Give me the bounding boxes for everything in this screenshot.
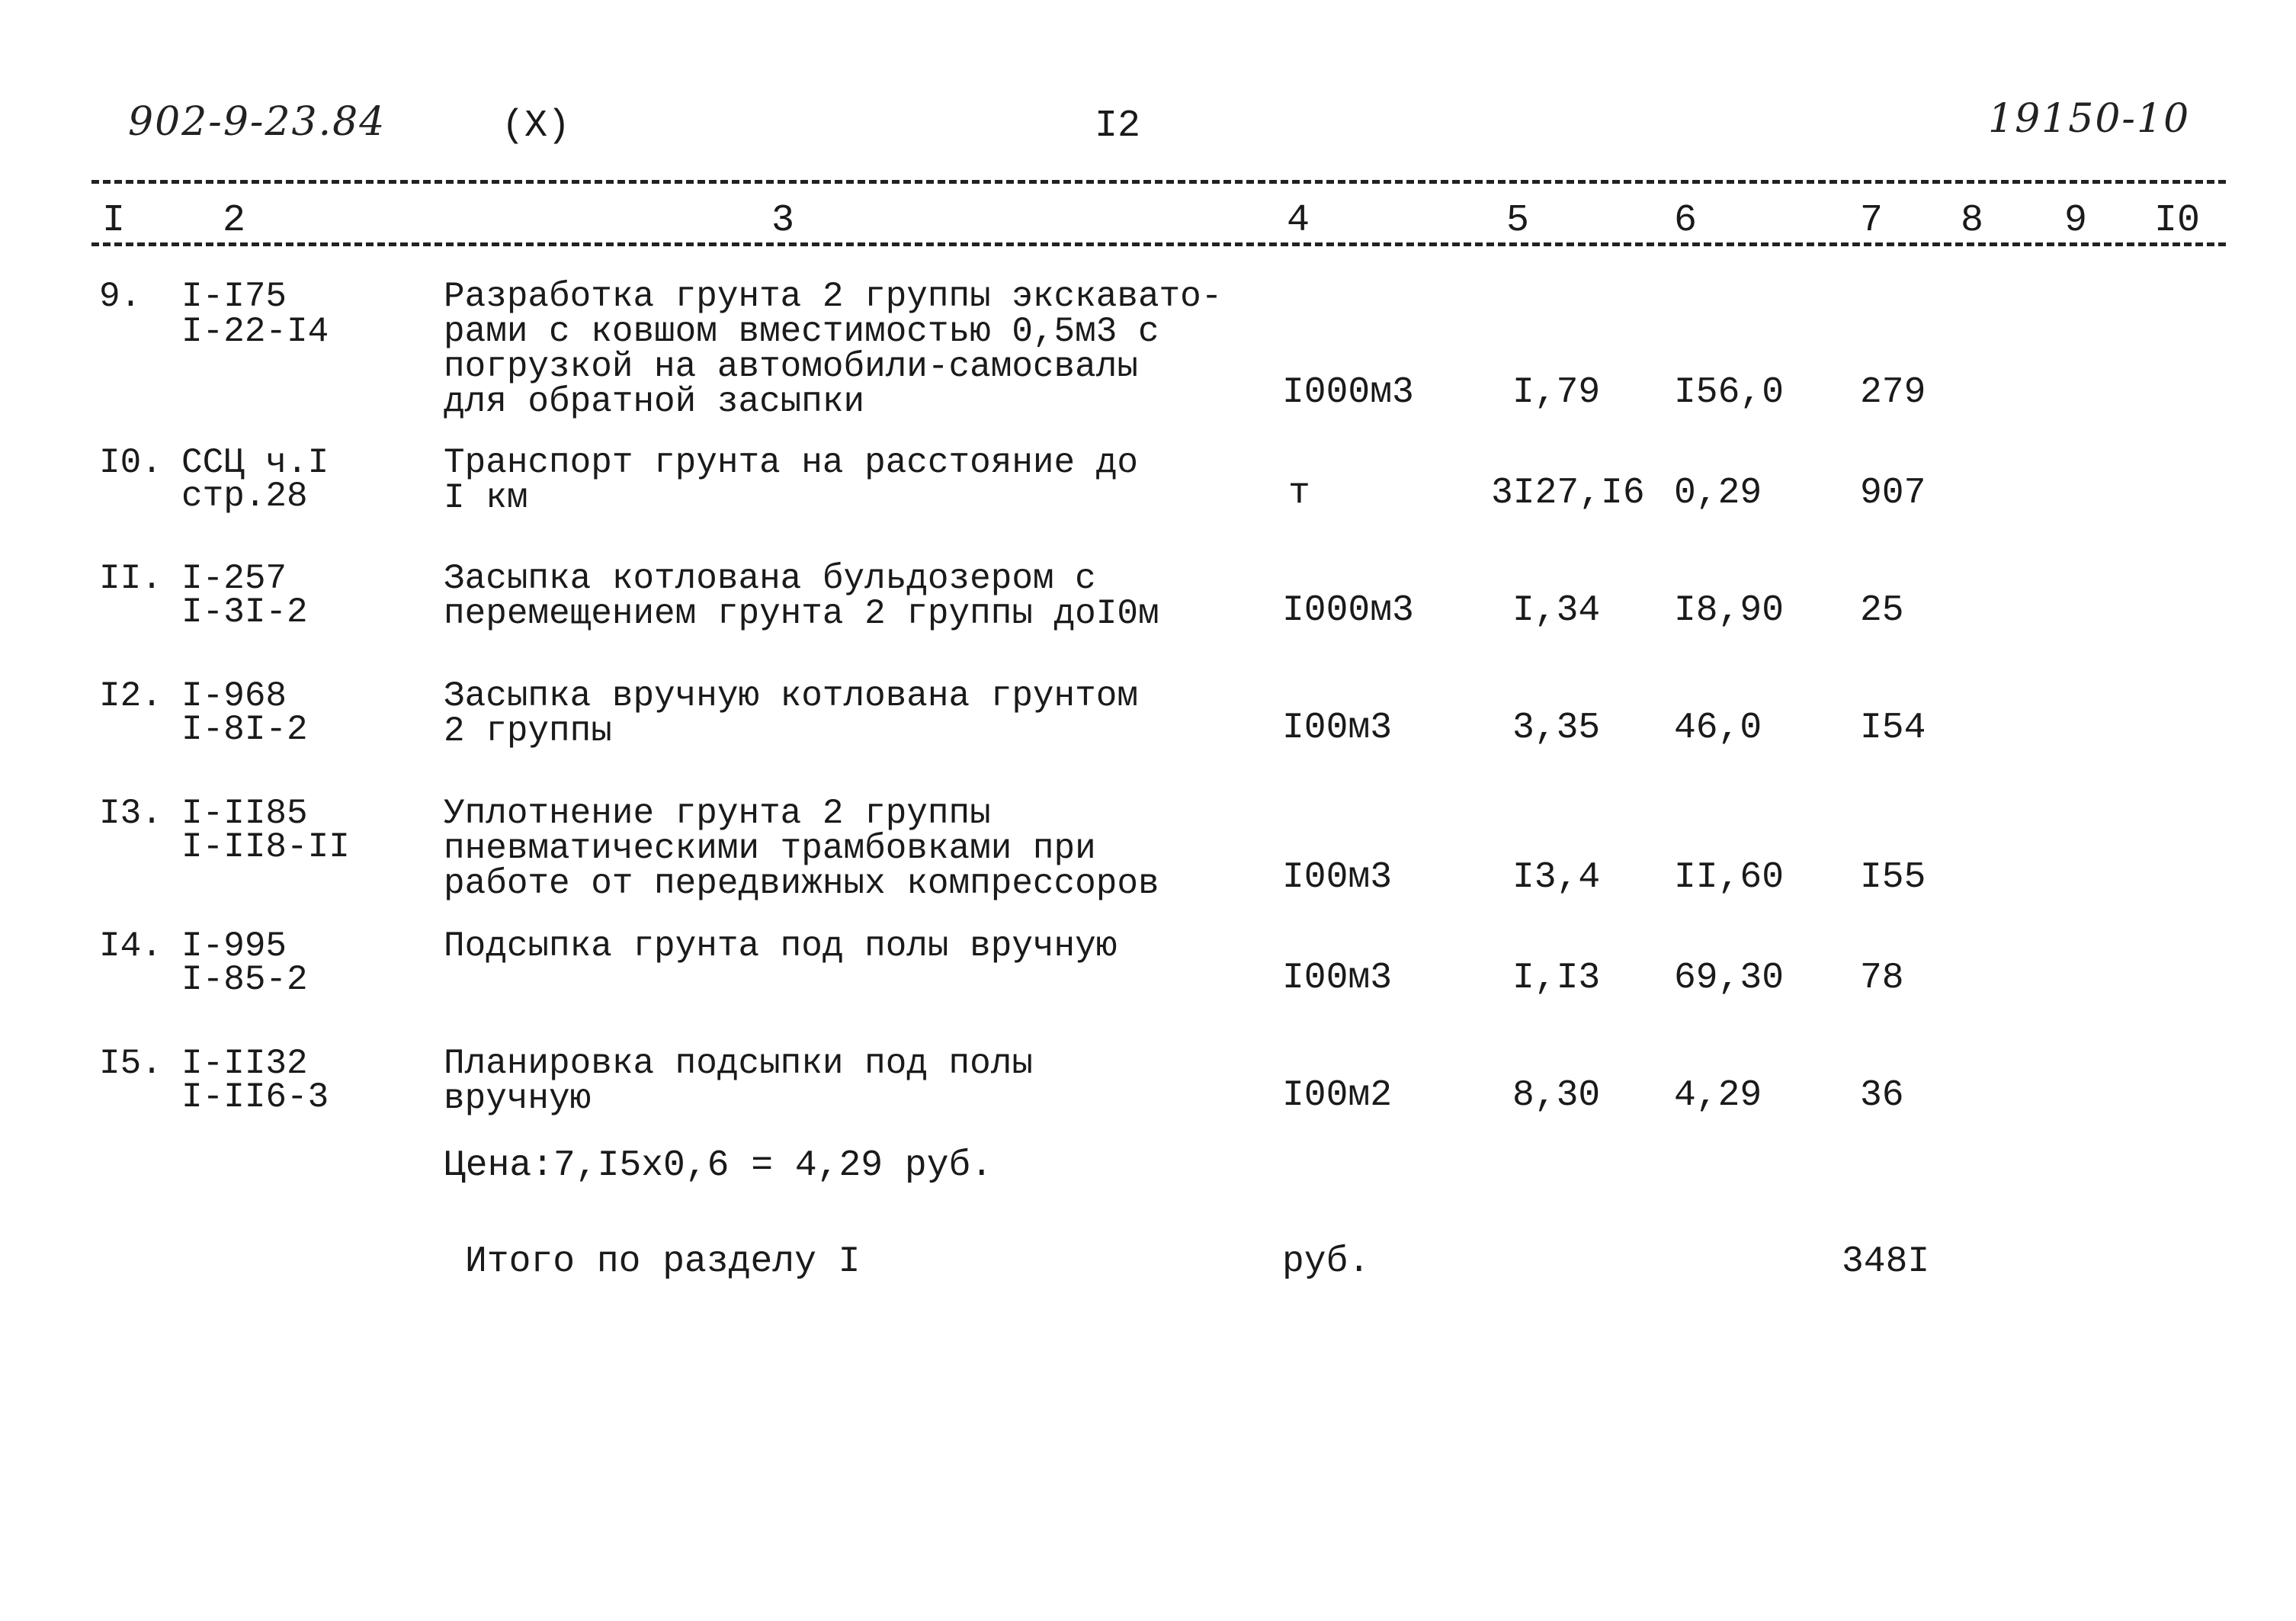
total-cost: 36 (1860, 1075, 1904, 1116)
work-description: Транспорт грунта на расстояние до I км (444, 443, 1138, 518)
column-number: 4 (1287, 199, 1310, 242)
page-number: I2 (1095, 104, 1141, 148)
norm-code: I-257 (181, 559, 287, 599)
column-number: I0 (2154, 199, 2201, 242)
norm-code: I-22-I4 (181, 312, 329, 351)
norm-code: I-3I-2 (181, 592, 308, 632)
doc-code: 902-9-23.84 (128, 99, 386, 145)
column-number: 6 (1674, 199, 1698, 242)
norm-code: I-995 (181, 926, 287, 966)
column-number: 7 (1860, 199, 1884, 242)
unit: I000м3 (1282, 590, 1414, 631)
row-number: I5. (99, 1044, 162, 1083)
norm-code: I-85-2 (181, 960, 308, 1000)
quantity: I,I3 (1512, 958, 1601, 999)
total-cost: I54 (1860, 708, 1926, 749)
unit-price: 4,29 (1674, 1075, 1762, 1116)
work-description: Уплотнение грунта 2 группы пневматическими трамбовками при работе от передвижных компрессоров (444, 794, 1159, 904)
column-number: 2 (223, 199, 246, 242)
column-number: 3 (771, 199, 795, 242)
unit: I00м3 (1282, 958, 1393, 999)
unit: I000м3 (1282, 372, 1414, 413)
archive-number: 19150-10 (1988, 96, 2191, 142)
unit-price: 69,30 (1674, 958, 1785, 999)
work-description: Засыпка котлована бульдозером с перемещением грунта 2 группы доI0м (444, 559, 1159, 634)
unit: I00м3 (1282, 708, 1393, 749)
norm-code: I-8I-2 (181, 710, 308, 750)
unit-price: I56,0 (1674, 372, 1785, 413)
norm-code: стр.28 (181, 477, 308, 516)
header-rule-bottom (91, 242, 2226, 246)
quantity: 3I27,I6 (1491, 473, 1645, 514)
total-cost: 25 (1860, 590, 1904, 631)
work-description: Подсыпка грунта под полы вручную (444, 926, 1118, 966)
quantity: I3,4 (1512, 857, 1601, 898)
price-note: Цена:7,I5х0,6 = 4,29 руб. (444, 1145, 993, 1186)
quantity: 8,30 (1512, 1075, 1601, 1116)
norm-code: I-II32 (181, 1044, 308, 1083)
total-unit: руб. (1282, 1241, 1371, 1282)
unit: т (1288, 473, 1310, 514)
total-label: Итого по разделу I (465, 1241, 861, 1282)
row-number: I0. (99, 443, 162, 483)
total-cost: I55 (1860, 857, 1926, 898)
norm-code: I-II6-3 (181, 1077, 329, 1117)
norm-code: I-II8-II (181, 827, 350, 867)
work-description: Планировка подсыпки под полы вручную (444, 1044, 1033, 1119)
column-number: I (102, 199, 126, 242)
norm-code: ССЦ ч.I (181, 443, 329, 483)
unit-price: 0,29 (1674, 473, 1762, 514)
doc-marker: (X) (502, 104, 571, 148)
work-description: Разработка грунта 2 группы экскавато- рами с ковшом вместимостью 0,5м3 с погрузкой на автомобили-самосвалы для обратной засыпки (444, 277, 1223, 422)
row-number: II. (99, 559, 162, 599)
unit: I00м3 (1282, 857, 1393, 898)
header-rule-top (91, 180, 2226, 184)
row-number: 9. (99, 277, 142, 316)
norm-code: I-968 (181, 676, 287, 716)
total-value: 348I (1842, 1241, 1930, 1282)
unit-price: 46,0 (1674, 708, 1762, 749)
row-number: I3. (99, 794, 162, 833)
column-number: 9 (2064, 199, 2088, 242)
unit-price: II,60 (1674, 857, 1785, 898)
quantity: I,34 (1512, 590, 1601, 631)
quantity: 3,35 (1512, 708, 1601, 749)
total-cost: 279 (1860, 372, 1926, 413)
row-number: I4. (99, 926, 162, 966)
total-cost: 907 (1860, 473, 1926, 514)
work-description: Засыпка вручную котлована грунтом 2 группы (444, 676, 1138, 751)
unit-price: I8,90 (1674, 590, 1785, 631)
row-number: I2. (99, 676, 162, 716)
total-cost: 78 (1860, 958, 1904, 999)
quantity: I,79 (1512, 372, 1601, 413)
column-number: 5 (1506, 199, 1530, 242)
norm-code: I-I75 (181, 277, 287, 316)
norm-code: I-II85 (181, 794, 308, 833)
unit: I00м2 (1282, 1075, 1393, 1116)
column-number: 8 (1961, 199, 1984, 242)
